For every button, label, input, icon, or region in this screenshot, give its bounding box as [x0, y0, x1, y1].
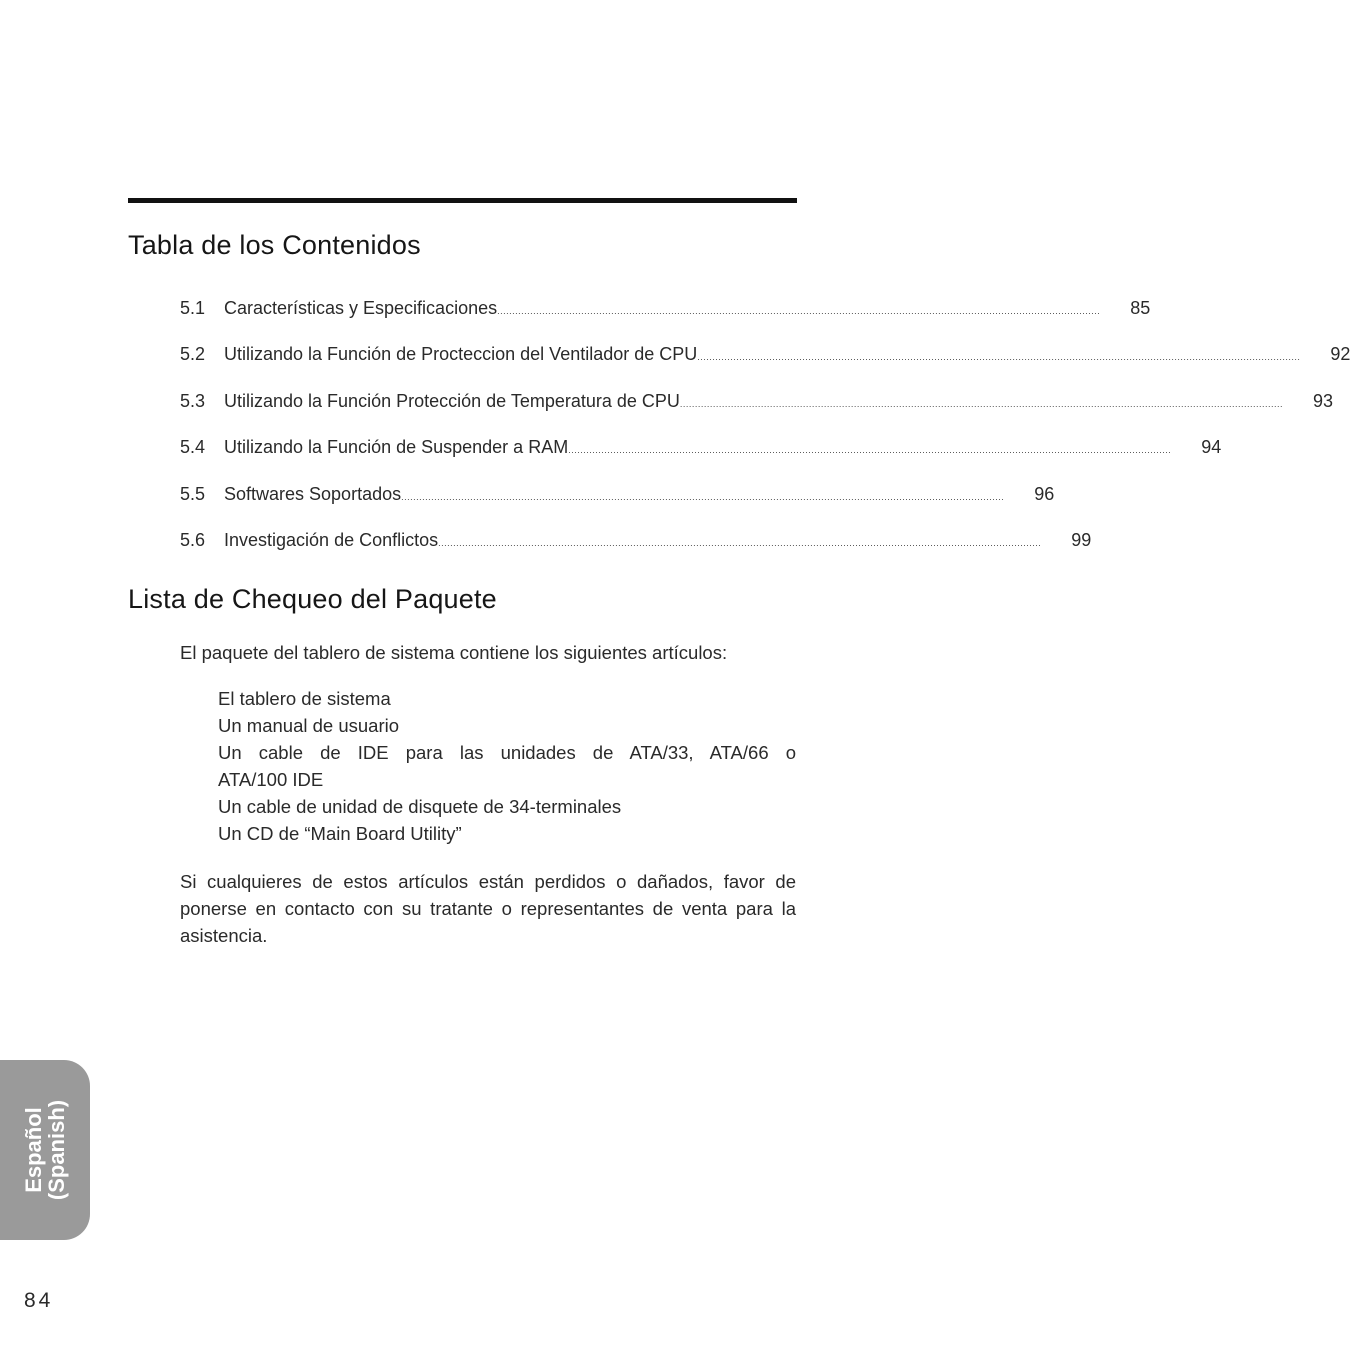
- toc-label: Utilizando la Función Protección de Temperatura de CPU: [224, 391, 680, 411]
- toc-entry[interactable]: [180, 484, 1055, 510]
- list-item: ATA/100 IDE: [218, 769, 324, 790]
- toc-page: 94: [1201, 437, 1222, 457]
- top-rule: [128, 198, 797, 203]
- toc-leader-dots: .........................................................................................................................................................................................................: [497, 306, 1101, 316]
- toc-number: 5.3: [180, 391, 206, 411]
- language-tab-label: [22, 1100, 68, 1200]
- toc-leader-dots: .........................................................................................................................................................................................................: [679, 399, 1284, 409]
- toc-label: Softwares Soportados: [224, 484, 402, 504]
- page-number: 84: [24, 1289, 54, 1312]
- package-heading: Lista de Chequeo del Paquete: [128, 584, 497, 614]
- toc-entry[interactable]: [180, 298, 1151, 324]
- toc-label: Utilizando la Función de Procteccion del Ventilador de CPU: [224, 344, 698, 364]
- toc-leader-dots: .........................................................................................................................................................................................................: [438, 538, 1042, 548]
- toc-number: 5.5: [180, 484, 206, 504]
- toc-page: 96: [1034, 484, 1055, 504]
- toc-page: 93: [1312, 391, 1334, 411]
- toc-entry[interactable]: [180, 530, 1092, 556]
- language-tab-line: Español: [21, 1107, 46, 1193]
- toc-label: Investigación de Conflictos: [224, 530, 439, 550]
- toc-number: 5.1: [180, 298, 206, 318]
- toc-leader-dots: .........................................................................................................................................................................................................: [401, 492, 1005, 502]
- package-intro: El paquete del tablero de sistema contiene los siguientes artículos:: [180, 642, 728, 663]
- toc-number: 5.2: [180, 344, 206, 364]
- toc-entry[interactable]: [180, 391, 1334, 417]
- toc-leader-dots: .........................................................................................................................................................................................................: [697, 352, 1301, 362]
- list-item: El tablero de sistema: [218, 688, 391, 709]
- toc-page: 92: [1330, 344, 1350, 364]
- package-closing-paragraph: Si cualquieres de estos artículos están perdidos o dañados, favor de ponerse en contacto con su tratante o representantes de venta para la asistencia.: [180, 871, 796, 946]
- toc-number: 5.6: [180, 530, 206, 550]
- language-tab-line: (Spanish): [44, 1099, 69, 1201]
- language-side-tab: [0, 1060, 90, 1240]
- toc-page: 99: [1071, 530, 1092, 550]
- list-item: Un cable de unidad de disquete de 34-terminales: [218, 796, 622, 817]
- list-item: Un manual de usuario: [218, 715, 399, 736]
- toc-leader-dots: .........................................................................................................................................................................................................: [568, 445, 1172, 455]
- toc-label: Características y Especificaciones: [224, 298, 498, 318]
- toc-label: Utilizando la Función de Suspender a RAM: [224, 437, 569, 457]
- toc-entry[interactable]: [180, 344, 1350, 370]
- list-item: Un cable de IDE para las unidades de ATA/33, ATA/66 o: [218, 742, 796, 763]
- list-item: Un CD de “Main Board Utility”: [218, 823, 462, 844]
- toc-heading: Tabla de los Contenidos: [128, 230, 421, 260]
- toc-number: 5.4: [180, 437, 206, 457]
- toc-entry[interactable]: [180, 437, 1222, 463]
- package-item-list: [218, 685, 796, 847]
- toc-page: 85: [1130, 298, 1151, 318]
